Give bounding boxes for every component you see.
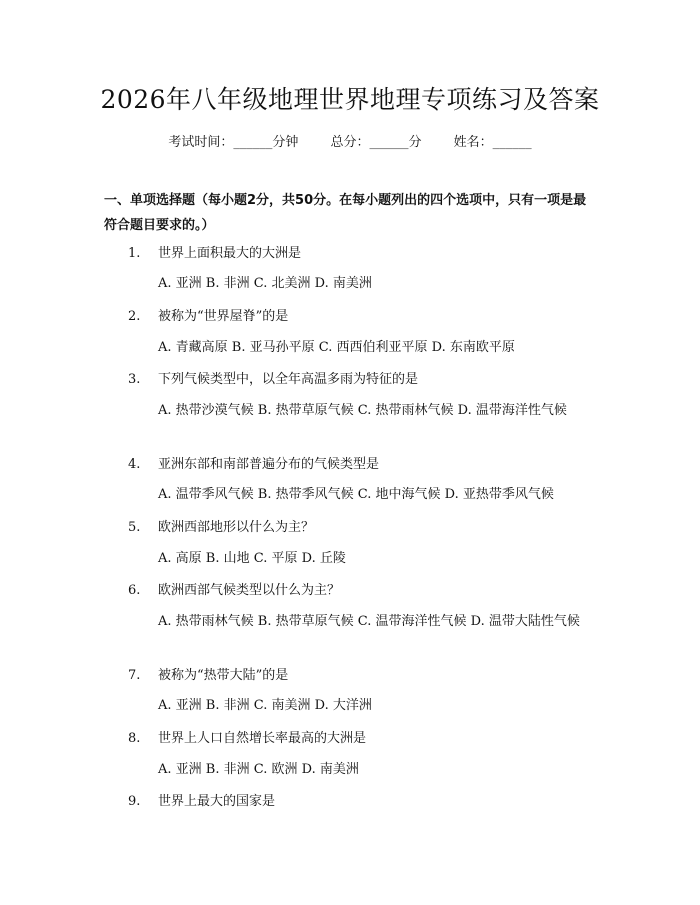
question-number: 3. <box>128 372 141 387</box>
question-text: 亚洲东部和南部普遍分布的气候类型是 <box>158 457 380 472</box>
question-text: 世界上最大的国家是 <box>158 794 276 809</box>
question-1 <box>128 244 598 264</box>
question-number: 4. <box>128 457 141 472</box>
question-number: 6. <box>128 583 141 598</box>
question-text: 被称为“世界屋脊”的是 <box>158 309 289 324</box>
question-6-options: A. 热带雨林气候 B. 热带草原气候 C. 温带海洋性气候 D. 温带大陆性气候 <box>158 614 580 629</box>
question-3 <box>128 370 598 390</box>
question-5 <box>128 518 598 538</box>
question-8-options: A. 亚洲 B. 非洲 C. 欧洲 D. 南美洲 <box>158 762 359 777</box>
exam-info-line <box>0 131 700 150</box>
question-text: 世界上人口自然增长率最高的大洲是 <box>158 731 367 746</box>
question-number: 8. <box>128 731 141 746</box>
question-1-options: A. 亚洲 B. 非洲 C. 北美洲 D. 南美洲 <box>158 276 372 291</box>
question-4-options: A. 温带季风气候 B. 热带季风气候 C. 地中海气候 D. 亚热带季风气候 <box>158 487 554 502</box>
question-text: 下列气候类型中，以全年高温多雨为特征的是 <box>158 372 419 387</box>
question-number: 9. <box>128 794 141 809</box>
question-number: 1. <box>128 246 141 261</box>
question-6 <box>128 581 598 601</box>
question-2-options: A. 青藏高原 B. 亚马孙平原 C. 西西伯利亚平原 D. 东南欧平原 <box>158 340 515 355</box>
question-4 <box>128 455 598 475</box>
name-field: 姓名：______ <box>453 135 532 150</box>
question-7-options: A. 亚洲 B. 非洲 C. 南美洲 D. 大洋洲 <box>158 698 372 713</box>
question-text: 欧洲西部气候类型以什么为主？ <box>158 583 341 598</box>
question-5-options: A. 高原 B. 山地 C. 平原 D. 丘陵 <box>158 551 346 566</box>
section-heading: 一、单项选择题（每小题2分，共50分。在每小题列出的四个选项中，只有一项是最符合题目要求的。） <box>104 193 587 233</box>
question-2 <box>128 307 598 327</box>
question-3-options: A. 热带沙漠气候 B. 热带草原气候 C. 热带雨林气候 D. 温带海洋性气候 <box>158 403 567 418</box>
question-7 <box>128 666 598 686</box>
question-number: 7. <box>128 668 141 683</box>
question-8 <box>128 729 598 749</box>
exam-time-field: 考试时间：______分钟 <box>168 135 299 150</box>
question-number: 5. <box>128 520 141 535</box>
total-score-field: 总分：______分 <box>330 135 422 150</box>
question-9 <box>128 792 598 812</box>
question-text: 世界上面积最大的大洲是 <box>158 246 302 261</box>
page-title: 2026年八年级地理世界地理专项练习及答案 <box>100 85 600 114</box>
question-number: 2. <box>128 309 141 324</box>
question-text: 欧洲西部地形以什么为主？ <box>158 520 315 535</box>
question-text: 被称为“热带大陆”的是 <box>158 668 289 683</box>
